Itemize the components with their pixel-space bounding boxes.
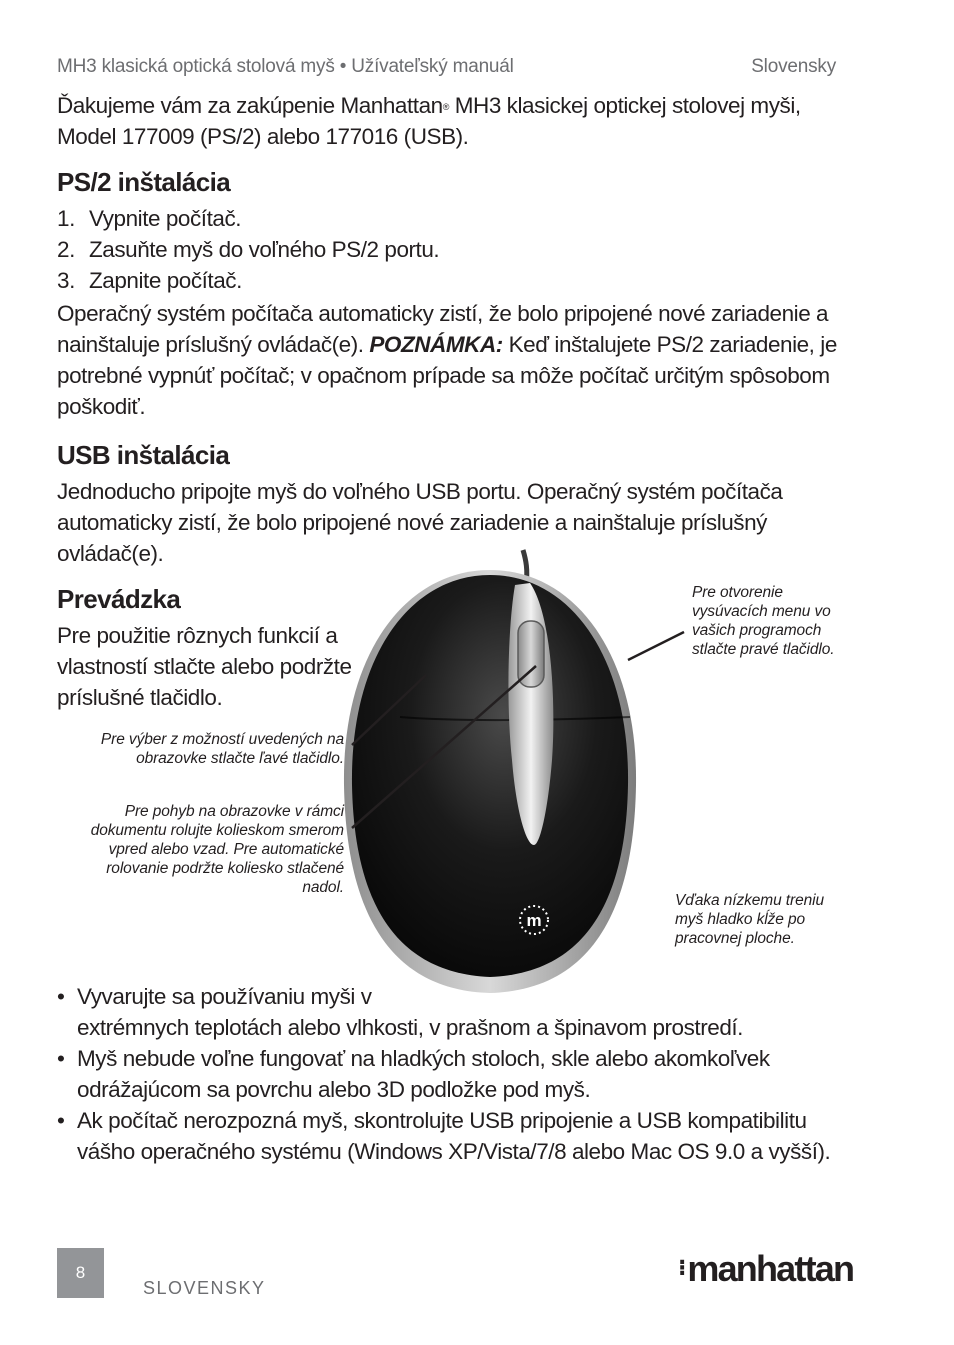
usb-heading: USB inštalácia	[57, 440, 230, 470]
step-number: 3.	[57, 268, 75, 293]
svg-text:m: m	[526, 911, 542, 930]
ps2-para-part1: Operačný systém počítača automaticky zistí, že bolo pripojené nové zariadenie a nainštaluje príslušný ovládač(e).	[57, 301, 829, 357]
operation-paragraph: Pre použitie rôznych funkcií a vlastností stlačte alebo podržte príslušné tlačidlo.	[57, 623, 352, 710]
logo-dots-icon: ⁝	[678, 1255, 687, 1280]
bullet-text: Ak počítač nerozpozná myš, skontrolujte USB pripojenie a USB kompatibilitu vášho operačného systému (Windows XP/Vista/7/8 alebo Mac OS 9.0 a vyšší).	[77, 1108, 831, 1164]
leader-right-button	[628, 632, 684, 660]
leader-left-button	[352, 675, 426, 745]
manhattan-logo	[678, 1248, 853, 1290]
logo-text: manhattan	[687, 1248, 854, 1289]
bullet-1-first-line	[57, 981, 377, 1012]
footer-language: SLOVENSKY	[143, 1278, 266, 1298]
list-item	[57, 1043, 847, 1105]
callout-right-button: Pre otvorenie vysúvacích menu vo vašich programoch stlačte pravé tlačidlo.	[692, 584, 835, 658]
bullet-dot: •	[57, 1108, 65, 1133]
step-number: 2.	[57, 237, 75, 262]
ps2-heading: PS/2 inštalácia	[57, 167, 231, 197]
usb-paragraph: Jednoducho pripojte myš do voľného USB portu. Operačný systém počítača automaticky zistí, že bolo pripojené nové zariadenie a nainštaluje príslušný ovládač(e).	[57, 479, 783, 566]
note-label: POZNÁMKA:	[369, 332, 503, 357]
bullet-text: Myš nebude voľne fungovať na hladkých stoloch, skle alebo akomkoľvek odrážajúcom sa povrchu alebo 3D podložke pod myš.	[77, 1046, 770, 1102]
page-number: 8	[75, 1263, 86, 1282]
bullet-1-lead: Vyvarujte sa používaniu myši v	[77, 984, 372, 1009]
step-text: Vypnite počítač.	[89, 206, 242, 231]
intro-part1: Ďakujeme vám za zakúpenie Manhattan	[57, 93, 443, 118]
callout-glide: Vďaka nízkemu treniu myš hladko kĺže po pracovnej ploche.	[675, 892, 824, 947]
bullet-dot: •	[57, 984, 65, 1009]
list-item	[57, 1105, 847, 1167]
callout-left-button: Pre výber z možností uvedených na obrazovke stlačte ľavé tlačidlo.	[100, 731, 344, 767]
bullet-1-rest: extrémnych teplotách alebo vlhkosti, v prašnom a špinavom prostredí.	[77, 1015, 743, 1040]
page-number-box	[57, 1248, 104, 1298]
step-text: Zasuňte myš do voľného PS/2 portu.	[89, 237, 440, 262]
ps2-para-part2: Keď inštalujete PS/2 zariadenie, je potrebné vypnúť počítač; v opačnom prípade sa môže počítač určitým spôsobom poškodiť.	[57, 332, 837, 419]
step-number: 1.	[57, 206, 75, 231]
registered-mark: ®	[442, 102, 449, 112]
leader-wheel	[352, 666, 536, 828]
bullet-list	[57, 1043, 847, 1167]
callout-wheel: Pre pohyb na obrazovke v rámci dokumentu rolujte kolieskom smerom vpred alebo vzad. Pre automatické rolovanie podržte koliesko stlačené nadol.	[90, 803, 344, 896]
bullet-dot: •	[57, 1046, 65, 1071]
header-title: MH3 klasická optická stolová myš • Užívateľský manuál	[57, 56, 514, 77]
intro-part2: MH3 klasickej optickej stolovej myši, Model 177009 (PS/2) alebo 177016 (USB).	[57, 93, 801, 149]
step-text: Zapnite počítač.	[89, 268, 242, 293]
operation-heading: Prevádzka	[57, 584, 181, 614]
header-language: Slovensky	[751, 56, 836, 77]
